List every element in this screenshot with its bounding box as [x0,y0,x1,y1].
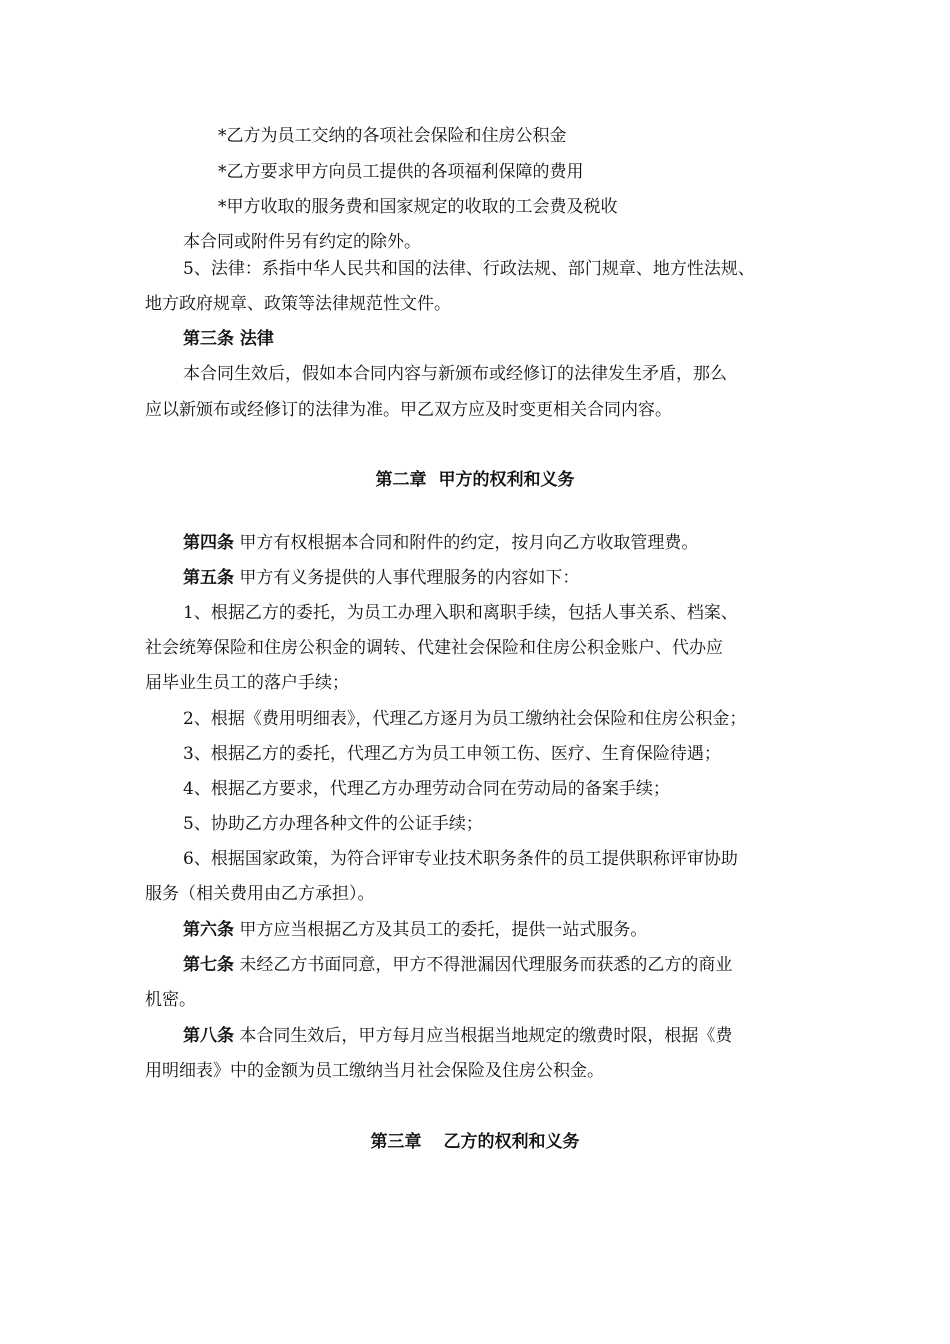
article-5-item-1-line-3: 届毕业生员工的落户手续； [145,673,349,693]
article-8-line-2: 用明细表》中的金额为员工缴纳当月社会保险及住房公积金。 [145,1061,604,1081]
article-7-label: 第七条 [183,955,234,975]
article-5-item-5: 5、协助乙方办理各种文件的公证手续； [183,814,483,834]
article-5-item-6-line-2: 服务（相关费用由乙方承担）。 [145,884,375,904]
article-5-text: 甲方有义务提供的人事代理服务的内容如下： [234,568,580,588]
cost-item-1: *乙方为员工交纳的各项社会保险和住房公积金 [218,126,567,146]
article-4-label: 第四条 [183,533,234,553]
article-5-item-1-line-1: 1、根据乙方的委托，为员工办理入职和离职手续，包括人事关系、档案、 [183,603,738,623]
article-7 [183,953,732,977]
exception-note: 本合同或附件另有约定的除外。 [183,232,421,252]
article-5-item-6-line-1: 6、根据国家政策，为符合评审专业技术职务条件的员工提供职称评审协助 [183,849,738,869]
chapter-3-number: 第三章 [370,1132,422,1152]
article-8-text: 本合同生效后，甲方每月应当根据当地规定的缴费时限，根据《费 [234,1026,733,1046]
article-3-line-1: 本合同生效后，假如本合同内容与新颁布或经修订的法律发生矛盾，那么 [183,364,727,384]
article-3-title: 第三条 法律 [183,329,274,349]
article-7-line-2: 机密。 [145,990,196,1010]
chapter-3-heading [0,1130,950,1154]
law-definition-line-1: 5、法律：系指中华人民共和国的法律、行政法规、部门规章、地方性法规、 [183,259,755,279]
cost-item-2: *乙方要求甲方向员工提供的各项福利保障的费用 [218,162,584,182]
article-6-text: 甲方应当根据乙方及其员工的委托，提供一站式服务。 [234,920,648,940]
law-definition-line-2: 地方政府规章、政策等法律规范性文件。 [145,294,451,314]
article-7-text: 未经乙方书面同意，甲方不得泄漏因代理服务而获悉的乙方的商业 [234,955,733,975]
article-3-line-2: 应以新颁布或经修订的法律为准。甲乙双方应及时变更相关合同内容。 [145,400,672,420]
article-5-item-2: 2、根据《费用明细表》，代理乙方逐月为员工缴纳社会保险和住房公积金； [183,709,747,729]
article-4-text: 甲方有权根据本合同和附件的约定，按月向乙方收取管理费。 [234,533,699,553]
article-8 [183,1024,732,1048]
article-5-item-3: 3、根据乙方的委托，代理乙方为员工申领工伤、医疗、生育保险待遇； [183,744,721,764]
article-6-label: 第六条 [183,920,234,940]
chapter-2-title: 甲方的权利和义务 [438,470,575,490]
article-5-label: 第五条 [183,568,234,588]
article-5-item-1-line-2: 社会统筹保险和住房公积金的调转、代建社会保险和住房公积金账户、代办应 [145,638,723,658]
cost-item-3: *甲方收取的服务费和国家规定的收取的工会费及税收 [218,197,618,217]
article-8-label: 第八条 [183,1026,234,1046]
chapter-2-number: 第二章 [375,470,427,490]
chapter-2-heading [0,468,950,492]
article-5-item-4: 4、根据乙方要求，代理乙方办理劳动合同在劳动局的备案手续； [183,779,670,799]
article-5 [183,566,579,590]
article-6 [183,918,647,942]
article-4 [183,531,698,555]
chapter-3-title: 乙方的权利和义务 [443,1132,580,1152]
